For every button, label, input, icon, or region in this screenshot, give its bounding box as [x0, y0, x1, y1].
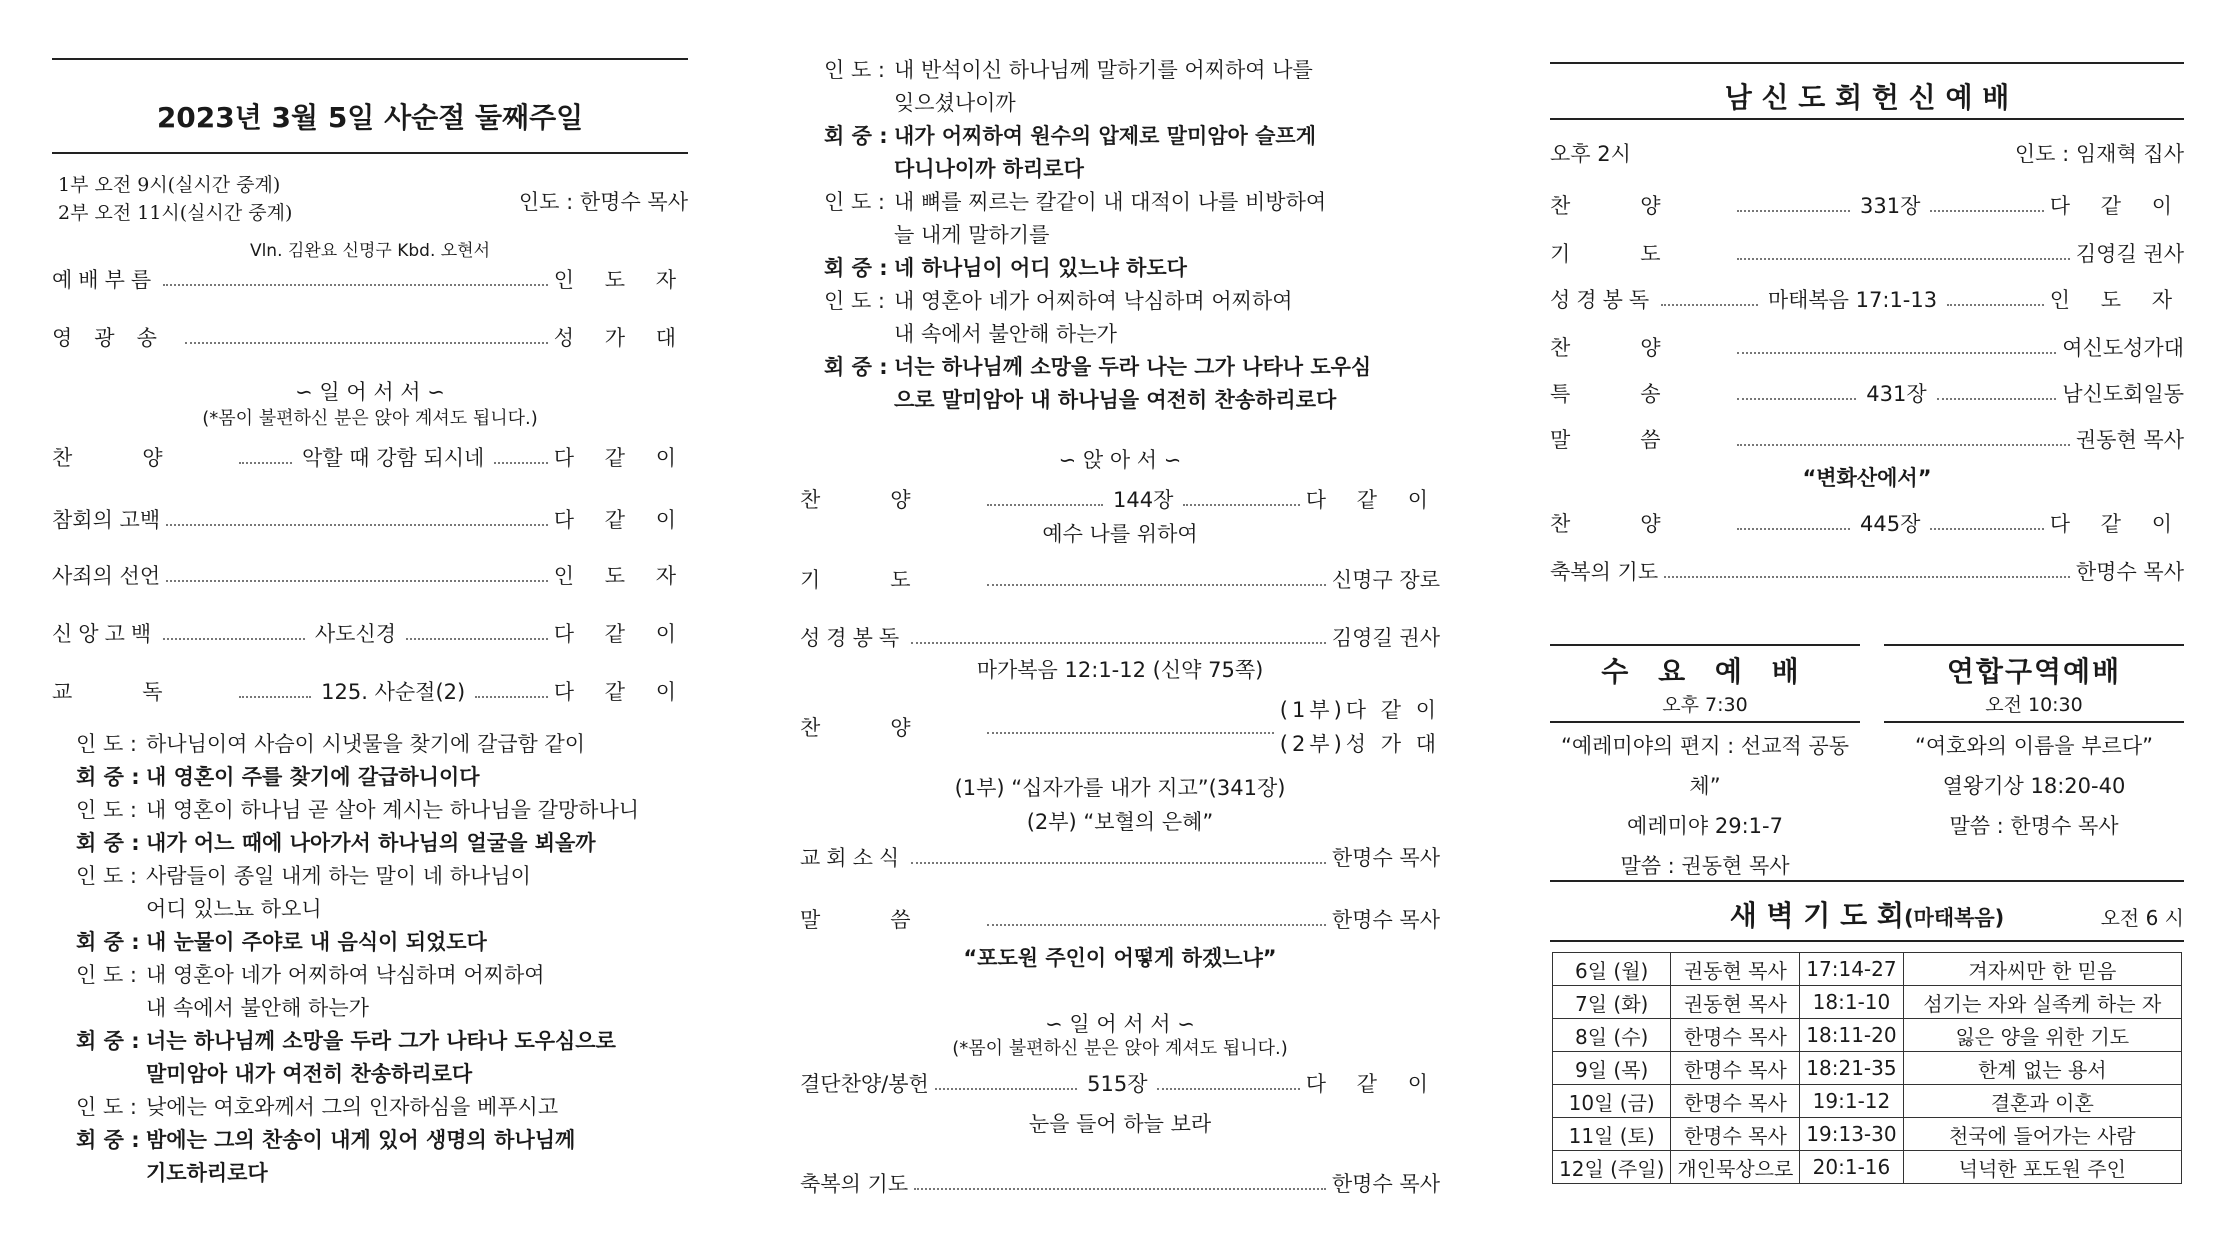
item-person: 한명수 목사 [1331, 1172, 1440, 1196]
leader-dots [1737, 198, 1850, 212]
item-scripture [800, 622, 1440, 652]
item-label: 찬양 [800, 488, 981, 512]
item-detail: 마태복음 17:1-13 [1767, 288, 1938, 312]
passage-cell: 19:13-30 [1800, 1118, 1903, 1151]
wednesday-service [1550, 644, 1860, 723]
responsive-text: 말미암아 내가 여전히 찬송하리로다 [146, 1062, 473, 1086]
passage-cell: 18:21-35 [1800, 1052, 1903, 1085]
item-person: 다 같 이 [553, 622, 688, 646]
preacher-cell: 권동현 목사 [1671, 986, 1800, 1019]
leader-dots [185, 330, 548, 344]
responsive-speaker: 회 중 : [824, 124, 888, 148]
day-cell: 12일 (주일) [1553, 1151, 1671, 1184]
item-person: 다 같 이 [1305, 1072, 1441, 1096]
passage-cell: 18:11-20 [1800, 1019, 1903, 1052]
joint-details [1884, 726, 2184, 846]
leader-dots [1937, 386, 2057, 400]
service-time-1: 1부 오전 9시(실시간 중계) [58, 174, 281, 196]
anthem-title-2: (2부) “보혈의 은혜” [1026, 810, 1214, 834]
responsive-text: 낮에는 여호와께서 그의 인자하심을 베푸시고 [146, 1095, 559, 1119]
day-cell: 10일 (금) [1553, 1085, 1671, 1118]
joint-service [1884, 644, 2184, 723]
dawn-subtitle: (마태복음) [1903, 906, 2005, 930]
anthem-performer-2: (2부)성 가 대 [1279, 732, 1440, 756]
table-row [1553, 1151, 2182, 1184]
responsive-speaker: 인 도 : [824, 289, 885, 313]
responsive-line [824, 186, 1440, 219]
responsive-text: 내가 어느 때에 나아가서 하나님의 얼굴을 뵈올까 [146, 831, 596, 855]
item-detail: 악할 때 강함 되시네 [302, 446, 485, 470]
item-person: 신명구 장로 [1331, 568, 1440, 592]
responsive-text: 다니나이까 하리로다 [894, 157, 1084, 181]
item-confession [52, 504, 688, 534]
leader-dots [1737, 246, 2070, 260]
item-person: 한명수 목사 [1331, 908, 1440, 932]
responsive-text: 으로 말미암아 내 하나님을 여전히 찬송하리로다 [894, 388, 1337, 412]
item-person: 남신도회일동 [2062, 382, 2185, 406]
standing-heading: ∽ 일 어 서 서 ∽ [295, 380, 445, 404]
responsive-line [824, 219, 1440, 252]
item-detail: 사도신경 [314, 622, 397, 646]
item-label: 말씀 [1550, 428, 1731, 452]
responsive-line [824, 120, 1440, 153]
responsive-speaker: 회 중 : [76, 1128, 140, 1152]
responsive-line [76, 827, 688, 860]
wednesday-passage: 예레미야 29:1-7 [1627, 814, 1783, 838]
wednesday-time: 오후 7:30 [1662, 694, 1748, 716]
item-anthem [800, 698, 1440, 756]
passage-cell: 19:1-12 [1800, 1085, 1903, 1118]
responsive-line [76, 959, 688, 992]
responsive-speaker: 인 도 : [76, 732, 137, 756]
leader-dots [239, 684, 312, 698]
responsive-text: 사람들이 종일 내게 하는 말이 네 하나님이 [146, 864, 531, 888]
order-of-worship-column [52, 0, 688, 1234]
day-cell: 11일 (토) [1553, 1118, 1671, 1151]
item-person: 인 도 자 [553, 268, 688, 292]
item-responsive-reading [52, 676, 688, 706]
wednesday-sermon: “예레미야의 편지 : 선교적 공동체” [1560, 734, 1850, 798]
hymn-title: 예수 나를 위하여 [1042, 522, 1198, 546]
responsive-text: 하나님이여 사슴이 시냇물을 찾기에 갈급함 같이 [146, 732, 586, 756]
standing-note-2: (*몸이 불편하신 분은 앉아 계셔도 됩니다.) [952, 1038, 1288, 1059]
mens-service-title: 남 신 도 회 헌 신 예 배 [1724, 81, 2010, 114]
mens-service-item [1550, 190, 2184, 220]
item-label: 기도 [800, 568, 981, 592]
item-absolution [52, 560, 688, 590]
leader-dots [987, 492, 1103, 506]
leader-dots [1737, 516, 1850, 530]
order-of-worship-column-2 [800, 0, 1440, 1234]
passage-cell: 18:1-10 [1800, 986, 1903, 1019]
sitting-heading: ∽ 앉 아 서 ∽ [1058, 448, 1182, 472]
responsive-line [76, 1058, 688, 1091]
leader-dots [1930, 198, 2043, 212]
scripture-passage: 마가복음 12:1-12 (신약 75쪽) [976, 658, 1264, 682]
leader-dots [987, 720, 1274, 734]
responsive-line [824, 351, 1440, 384]
responsive-speaker: 회 중 : [824, 355, 888, 379]
responsive-text: 너는 하나님께 소망을 두라 그가 나타나 도우심으로 [146, 1029, 616, 1053]
closing-hymn-title: 눈을 들어 하늘 보라 [1028, 1112, 1212, 1136]
leader-dots [163, 272, 548, 286]
topic-cell: 천국에 들어가는 사람 [1903, 1118, 2181, 1151]
item-label: 영광송 [52, 326, 179, 350]
responsive-line [76, 860, 688, 893]
leader-dots [1157, 1076, 1299, 1090]
responsive-line [76, 728, 688, 761]
page-title: 2023년 3월 5일 사순절 둘째주일 [156, 101, 584, 134]
item-person: 다 같 이 [553, 680, 688, 704]
dawn-title: 새 벽 기 도 회 [1729, 899, 1904, 932]
leader-dots [166, 512, 548, 526]
mens-service-item [1550, 332, 2184, 362]
other-services-column [1550, 0, 2184, 1234]
responsive-text: 너는 하나님께 소망을 두라 나는 그가 나타나 도우심 [894, 355, 1372, 379]
preacher-cell: 한명수 목사 [1671, 1019, 1800, 1052]
service-leader: 인도 : 한명수 목사 [518, 190, 688, 214]
item-person: 김영길 권사 [1331, 626, 1440, 650]
mens-service-item [1550, 556, 2184, 586]
leader-dots [1664, 564, 2070, 578]
responsive-text: 내 눈물이 주야로 내 음식이 되었도다 [146, 930, 487, 954]
item-person: 다 같 이 [2049, 512, 2185, 536]
item-sermon [800, 904, 1440, 934]
item-label: 기도 [1550, 242, 1731, 266]
dawn-bottom-rule [1550, 940, 2184, 942]
leader-dots [1183, 492, 1299, 506]
responsive-line [76, 893, 688, 926]
item-person: 김영길 권사 [2075, 242, 2184, 266]
item-person: 다 같 이 [553, 508, 688, 532]
leader-dots [1661, 292, 1758, 306]
leader-dots [406, 626, 548, 640]
title-rule [1550, 118, 2184, 120]
responsive-speaker: 회 중 : [76, 831, 140, 855]
responsive-text: 내 영혼이 주를 찾기에 갈급하니이다 [146, 765, 480, 789]
leader-dots [911, 630, 1326, 644]
leader-dots [166, 568, 548, 582]
day-cell: 6일 (월) [1553, 953, 1671, 986]
item-label: 찬양 [1550, 194, 1731, 218]
responsive-text: 내가 어찌하여 원수의 압제로 말미암아 슬프게 [894, 124, 1316, 148]
leader-dots [914, 1176, 1326, 1190]
responsive-text: 내 반석이신 하나님께 말하기를 어찌하여 나를 [894, 58, 1313, 82]
leader-dots [1930, 516, 2043, 530]
item-label: 찬양 [800, 716, 981, 740]
item-prayer [800, 564, 1440, 594]
responsive-line [824, 153, 1440, 186]
item-detail: 144장 [1113, 488, 1174, 512]
item-person: 권동현 목사 [2075, 428, 2184, 452]
responsive-text: 내 영혼아 네가 어찌하여 낙심하며 어찌하여 [894, 289, 1293, 313]
leader-dots [1947, 292, 2044, 306]
responsive-line [824, 87, 1440, 120]
item-person: 성 가 대 [553, 326, 688, 350]
responsive-line [824, 54, 1440, 87]
item-label: 찬양 [1550, 336, 1731, 360]
responsive-line [76, 1025, 688, 1058]
item-label: 신앙고백 [52, 622, 158, 646]
item-label: 특송 [1550, 382, 1731, 406]
responsive-text: 늘 내게 말하기를 [894, 223, 1050, 247]
topic-cell: 섬기는 자와 실족케 하는 자 [1903, 986, 2181, 1019]
item-label: 참회의 고백 [52, 508, 161, 532]
joint-time: 오전 10:30 [1985, 694, 2083, 716]
item-label: 말씀 [800, 908, 981, 932]
top-rule [52, 58, 688, 60]
responsive-line [824, 318, 1440, 351]
item-label: 결단찬양/봉헌 [800, 1072, 929, 1096]
mens-service-leader: 인도 : 임재혁 집사 [2014, 142, 2184, 166]
joint-passage: 열왕기상 18:20-40 [1942, 774, 2126, 798]
item-detail: 331장 [1860, 194, 1921, 218]
topic-cell: 결혼과 이혼 [1903, 1085, 2181, 1118]
service-time-2: 2부 오전 11시(실시간 중계) [58, 202, 293, 224]
preacher-cell: 한명수 목사 [1671, 1085, 1800, 1118]
item-person: 여신도성가대 [2062, 336, 2184, 360]
leader-dots [987, 572, 1326, 586]
passage-cell: 20:1-16 [1800, 1151, 1903, 1184]
item-detail: 515장 [1087, 1072, 1148, 1096]
leader-dots [494, 450, 547, 464]
leader-dots [163, 626, 305, 640]
standing-heading-2: ∽ 일 어 서 서 ∽ [1045, 1012, 1195, 1036]
responsive-line [76, 1124, 688, 1157]
leader-dots [475, 684, 548, 698]
leader-dots [935, 1076, 1077, 1090]
passage-cell: 17:14-27 [1800, 953, 1903, 986]
responsive-text: 어디 있느뇨 하오니 [146, 897, 322, 921]
table-row [1553, 1019, 2182, 1052]
responsive-speaker: 인 도 : [76, 963, 137, 987]
joint-title: 연합구역예배 [1946, 655, 2122, 688]
table-row [1553, 986, 2182, 1019]
mens-sermon-title: “변화산에서” [1802, 466, 1932, 490]
item-church-news [800, 842, 1440, 872]
item-hymn-144 [800, 484, 1440, 514]
item-gloria [52, 322, 688, 352]
item-person: 한명수 목사 [2075, 560, 2184, 584]
responsive-line [76, 926, 688, 959]
item-label: 예배부름 [52, 268, 158, 292]
topic-cell: 겨자씨만 한 믿음 [1903, 953, 2181, 986]
item-call-to-worship [52, 264, 688, 294]
dawn-schedule-table [1552, 952, 2182, 1184]
responsive-speaker: 회 중 : [76, 930, 140, 954]
leader-dots [1737, 340, 2057, 354]
leader-dots [239, 450, 292, 464]
mens-service-item [1550, 238, 2184, 268]
item-label: 성경봉독 [800, 626, 906, 650]
responsive-text: 내 속에서 불안해 하는가 [146, 996, 369, 1020]
item-person: 다 같 이 [2049, 194, 2185, 218]
wednesday-title: 수 요 예 배 [1601, 655, 1809, 688]
leader-dots [911, 850, 1326, 864]
leader-dots [1737, 386, 1857, 400]
anthem-performers [1280, 693, 1440, 761]
responsive-line [76, 1091, 688, 1124]
leader-dots [1737, 432, 2070, 446]
anthem-performer-1: (1부)다 같 이 [1279, 698, 1440, 722]
responsive-line [76, 794, 688, 827]
responsive-text: 밤에는 그의 찬송이 내게 있어 생명의 하나님께 [146, 1128, 576, 1152]
responsive-text: 내 속에서 불안해 하는가 [894, 322, 1117, 346]
mens-service-item [1550, 378, 2184, 408]
dawn-time: 오전 6 시 [2100, 906, 2184, 930]
responsive-reading-part1 [76, 728, 688, 1190]
table-row [1553, 1052, 2182, 1085]
table-row [1553, 953, 2182, 986]
item-hymn [52, 442, 688, 472]
joint-preacher: 말씀 : 한명수 목사 [1949, 814, 2119, 838]
item-detail: 431장 [1866, 382, 1927, 406]
item-person: 인 도 자 [2049, 288, 2184, 312]
top-rule [1550, 62, 2184, 64]
responsive-text: 네 하나님이 어디 있느냐 하도다 [894, 256, 1187, 280]
responsive-speaker: 회 중 : [76, 1029, 140, 1053]
topic-cell: 한계 없는 용서 [1903, 1052, 2181, 1085]
item-label: 교회소식 [800, 846, 906, 870]
preacher-cell: 개인묵상으로 [1671, 1151, 1800, 1184]
item-label: 찬양 [1550, 512, 1731, 536]
responsive-speaker: 인 도 : [76, 1095, 137, 1119]
topic-cell: 넉넉한 포도원 주인 [1903, 1151, 2181, 1184]
item-benediction [800, 1168, 1440, 1198]
day-cell: 7일 (화) [1553, 986, 1671, 1019]
mens-service-item [1550, 284, 2184, 314]
day-cell: 9일 (목) [1553, 1052, 1671, 1085]
responsive-line [824, 285, 1440, 318]
sermon-title: “포도원 주인이 어떻게 하겠느냐” [963, 946, 1277, 970]
responsive-text: 내 영혼아 네가 어찌하여 낙심하며 어찌하여 [146, 963, 545, 987]
topic-cell: 잃은 양을 위한 기도 [1903, 1019, 2181, 1052]
table-row [1553, 1085, 2182, 1118]
responsive-line [824, 384, 1440, 417]
item-detail: 125. 사순절(2) [321, 680, 466, 704]
mens-service-item [1550, 424, 2184, 454]
item-person: 한명수 목사 [1331, 846, 1440, 870]
item-label: 축복의 기도 [800, 1172, 909, 1196]
responsive-speaker: 회 중 : [76, 765, 140, 789]
item-detail: 445장 [1860, 512, 1921, 536]
item-person: 다 같 이 [553, 446, 688, 470]
item-label: 교독 [52, 680, 233, 704]
item-creed [52, 618, 688, 648]
item-label: 사죄의 선언 [52, 564, 161, 588]
responsive-line [76, 761, 688, 794]
title-rule [52, 152, 688, 154]
item-label: 성경봉독 [1550, 288, 1656, 312]
responsive-speaker: 인 도 : [76, 864, 137, 888]
responsive-text: 내 뼈를 찌르는 칼같이 내 대적이 나를 비방하여 [894, 190, 1327, 214]
item-label: 축복의 기도 [1550, 560, 1659, 584]
standing-note: (*몸이 불편하신 분은 앉아 계셔도 됩니다.) [202, 408, 538, 429]
preacher-cell: 한명수 목사 [1671, 1052, 1800, 1085]
item-person: 인 도 자 [553, 564, 688, 588]
dawn-top-rule [1550, 880, 2184, 882]
day-cell: 8일 (수) [1553, 1019, 1671, 1052]
responsive-text: 기도하리로다 [146, 1161, 268, 1185]
wednesday-preacher: 말씀 : 권동현 목사 [1620, 854, 1790, 878]
responsive-text: 내 영혼이 하나님 곧 살아 계시는 하나님을 갈망하나니 [146, 798, 640, 822]
wednesday-details [1550, 726, 1860, 886]
joint-sermon: “여호와의 이름을 부르다” [1915, 734, 2153, 758]
musicians: Vln. 김완요 신명구 Kbd. 오현서 [249, 241, 491, 261]
item-closing-hymn [800, 1068, 1440, 1098]
preacher-cell: 권동현 목사 [1671, 953, 1800, 986]
responsive-speaker: 인 도 : [824, 58, 885, 82]
responsive-line [76, 1157, 688, 1190]
responsive-reading-part2 [824, 54, 1440, 417]
responsive-speaker: 인 도 : [824, 190, 885, 214]
responsive-line [824, 252, 1440, 285]
item-person: 다 같 이 [1305, 488, 1441, 512]
mens-service-item [1550, 508, 2184, 538]
item-label: 찬양 [52, 446, 233, 470]
dawn-heading [1550, 894, 2184, 934]
leader-dots [987, 912, 1326, 926]
table-row [1553, 1118, 2182, 1151]
responsive-line [76, 992, 688, 1025]
responsive-text: 잊으셨나이까 [894, 91, 1016, 115]
anthem-title-1: (1부) “십자가를 내가 지고”(341장) [954, 776, 1286, 800]
responsive-speaker: 인 도 : [76, 798, 137, 822]
mens-service-time: 오후 2시 [1550, 142, 1631, 166]
preacher-cell: 한명수 목사 [1671, 1118, 1800, 1151]
responsive-speaker: 회 중 : [824, 256, 888, 280]
